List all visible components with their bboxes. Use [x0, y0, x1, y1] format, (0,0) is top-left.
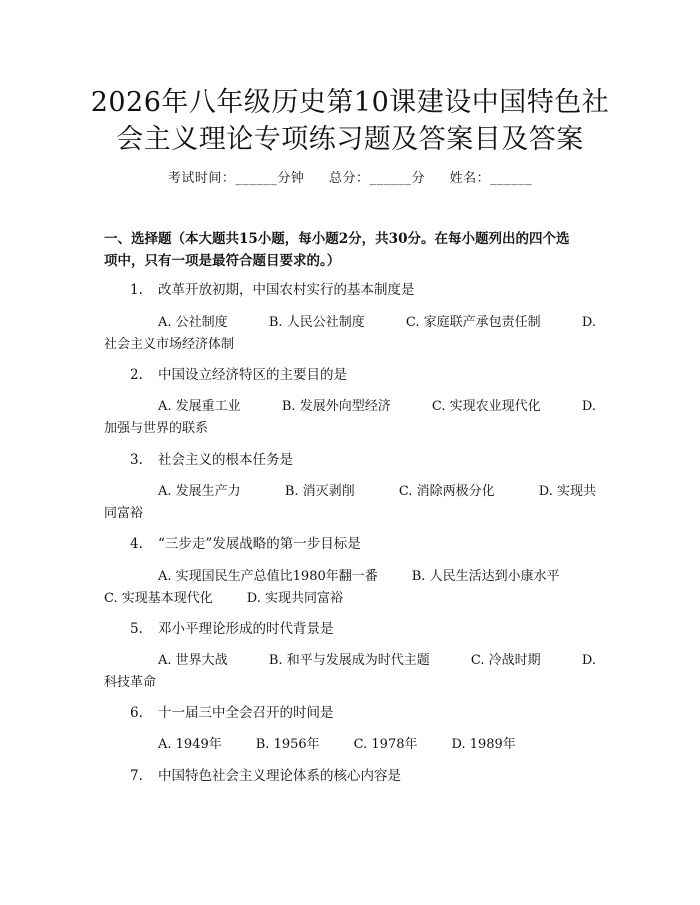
question-text: 邓小平理论形成的时代背景是 — [158, 621, 334, 637]
question-7 — [130, 766, 401, 786]
option-a: A. 实现国民生产总值比1980年翻一番 — [158, 569, 378, 584]
option-d: D. — [581, 653, 596, 668]
question-number: 4. — [130, 536, 143, 552]
option-c: C. 家庭联产承包责任制 — [405, 315, 541, 330]
option-a: A. 发展生产力 — [158, 484, 241, 499]
question-number: 2. — [130, 367, 143, 383]
question-text: 中国设立经济特区的主要目的是 — [158, 367, 347, 383]
option-c: C. 消除两极分化 — [398, 484, 495, 499]
option-d-wrap: 同富裕 — [104, 506, 144, 521]
exam-score: 总分：______分 — [328, 171, 425, 186]
option-b: B. 人民生活达到小康水平 — [411, 569, 560, 584]
question-number: 1. — [130, 282, 143, 298]
option-d-wrap: 加强与世界的联系 — [104, 421, 209, 436]
question-2 — [130, 365, 347, 385]
question-number: 3. — [130, 452, 143, 468]
option-c: C. 实现农业现代化 — [431, 399, 541, 414]
option-a: A. 1949年 — [158, 737, 222, 752]
question-text: 中国特色社会主义理论体系的核心内容是 — [158, 768, 401, 784]
question-number: 5. — [130, 621, 143, 637]
option-d-wrap: 社会主义市场经济体制 — [104, 337, 235, 352]
question-3 — [130, 450, 293, 470]
section-heading-line1: 一、选择题（本大题共15小题，每小题2分，共30分。在每小题列出的四个选 — [104, 231, 570, 247]
option-d: D. 实现共 — [538, 484, 596, 499]
question-5-options — [104, 650, 596, 694]
option-c: C. 1978年 — [353, 737, 418, 752]
exam-time: 考试时间：______分钟 — [167, 171, 305, 186]
option-c: C. 冷战时期 — [470, 653, 541, 668]
option-b: B. 人民公社制度 — [268, 315, 365, 330]
question-1-options — [104, 312, 596, 356]
question-text: 社会主义的根本任务是 — [158, 452, 293, 468]
option-d: D. — [581, 399, 596, 414]
option-b: B. 消灭剥削 — [284, 484, 355, 499]
option-d-wrap: 科技革命 — [104, 675, 157, 690]
question-text: 十一届三中全会召开的时间是 — [158, 705, 334, 721]
option-d: D. 1989年 — [451, 737, 516, 752]
option-d: D. 实现共同富裕 — [246, 591, 343, 606]
exam-meta — [0, 167, 700, 186]
document-title-line2: 会主义理论专项练习题及答案目及答案 — [116, 124, 584, 155]
option-a: A. 世界大战 — [158, 653, 228, 668]
student-name: 姓名：______ — [449, 171, 533, 186]
question-text: “三步走”发展战略的第一步目标是 — [158, 536, 361, 552]
option-b: B. 和平与发展成为时代主题 — [268, 653, 430, 668]
question-number: 7. — [130, 768, 143, 784]
option-c: C. 实现基本现代化 — [104, 591, 213, 606]
question-6-options — [104, 734, 596, 756]
option-b: B. 发展外向型经济 — [281, 399, 391, 414]
question-4 — [130, 534, 361, 554]
option-a: A. 发展重工业 — [158, 399, 241, 414]
question-4-options — [104, 566, 596, 610]
question-number: 6. — [130, 705, 143, 721]
option-d: D. — [581, 315, 596, 330]
section-heading — [104, 228, 604, 272]
question-6 — [130, 703, 334, 723]
question-text: 改革开放初期，中国农村实行的基本制度是 — [158, 282, 415, 298]
question-5 — [130, 619, 334, 639]
option-b: B. 1956年 — [255, 737, 320, 752]
question-3-options — [104, 481, 596, 525]
question-2-options — [104, 396, 596, 440]
section-heading-line2: 项中，只有一项是最符合题目要求的。） — [104, 253, 341, 269]
option-a: A. 公社制度 — [158, 315, 228, 330]
question-1 — [130, 280, 415, 300]
document-title-line1: 2026年八年级历史第10课建设中国特色社 — [90, 87, 610, 118]
